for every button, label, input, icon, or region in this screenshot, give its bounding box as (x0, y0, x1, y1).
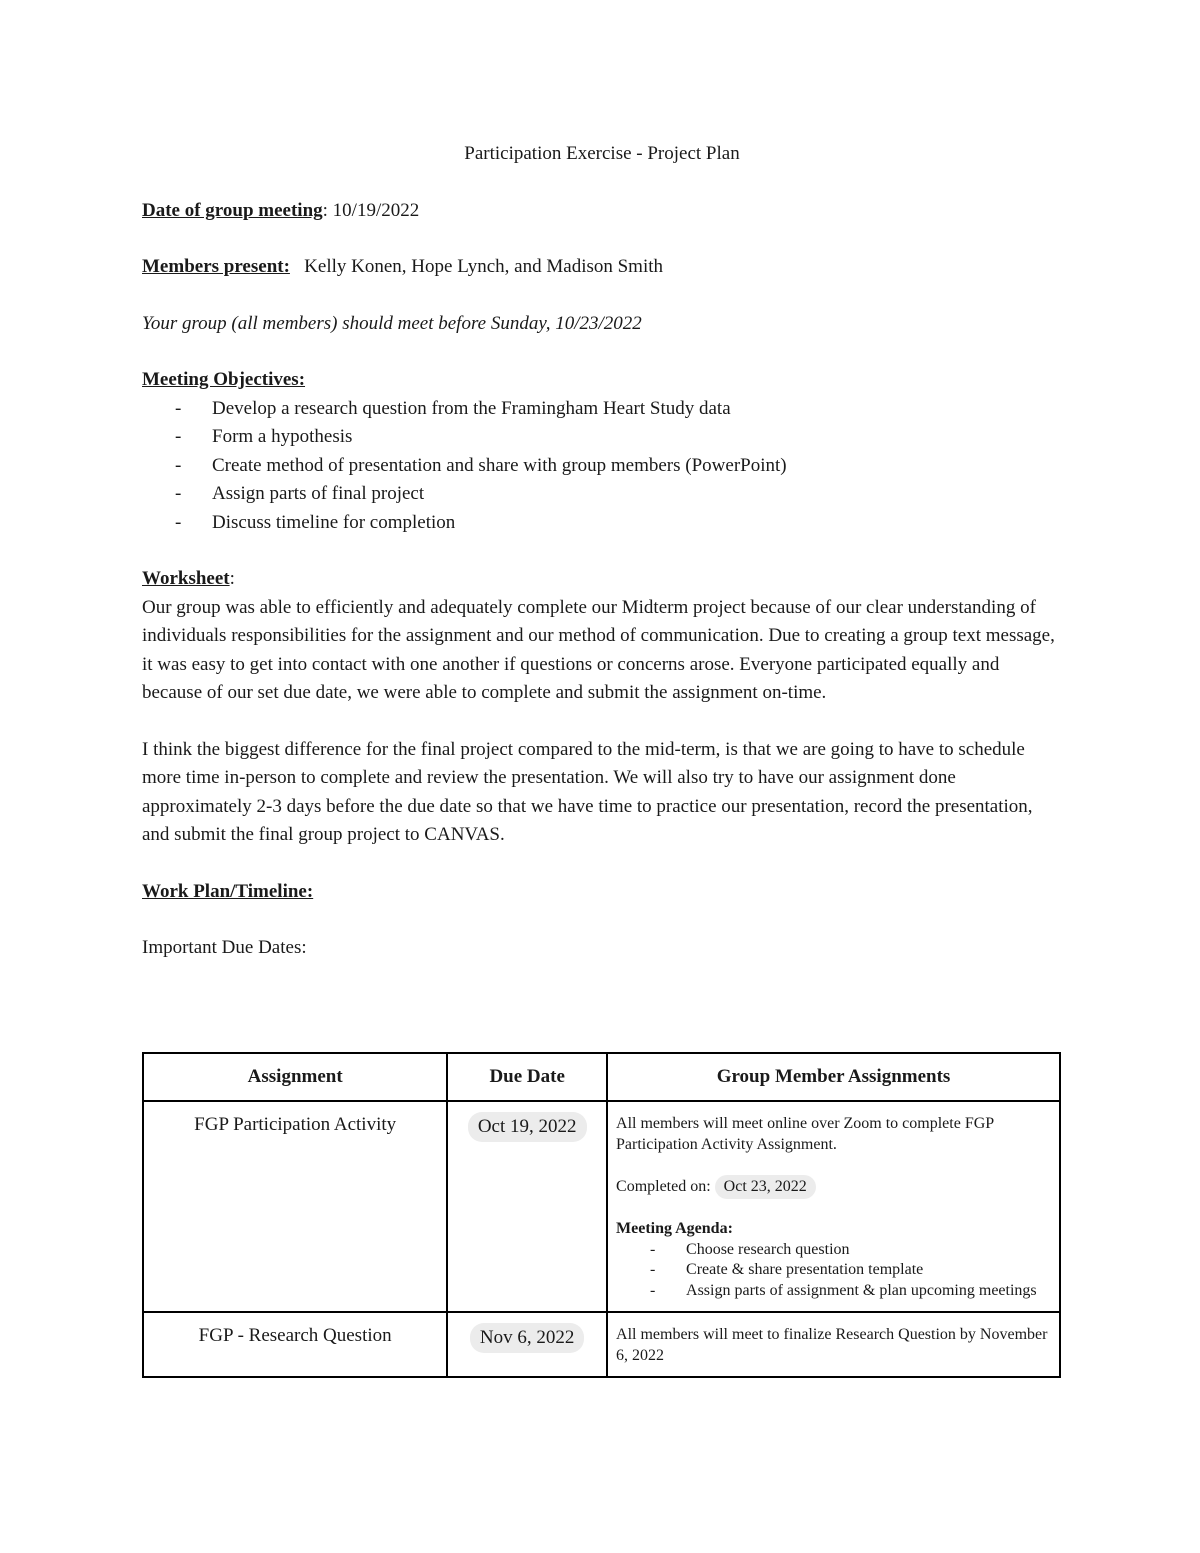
objective-item: - Develop a research question from the Framingham Heart Study data (142, 395, 1062, 424)
meeting-date-line (142, 197, 1062, 226)
worksheet-paragraph: Our group was able to efficiently and adequately complete our Midterm project because of our clear understanding of individuals responsibilities for the assignment and our method of communication. Due to creating a group text message, it was easy to get into contact with one another if questions or concerns arose. Everyone participated equally and because of our set due date, we were able to complete and submit the assignment on-time. (142, 596, 1055, 703)
group-assignment-cell (607, 1101, 1060, 1312)
objectives-list (142, 395, 1062, 538)
work-plan-section (142, 878, 1062, 963)
agenda-item: - Choose research question (616, 1240, 1051, 1261)
header-assignment: Assignment (143, 1053, 447, 1101)
objective-item: - Discuss timeline for completion (142, 509, 1062, 538)
objective-item: - Form a hypothesis (142, 423, 1062, 452)
objectives-label: Meeting Objectives: (142, 369, 306, 390)
meeting-date-label: Date of group meeting (142, 199, 323, 221)
agenda-list (616, 1240, 1051, 1302)
date-chip[interactable]: Oct 19, 2022 (468, 1112, 587, 1142)
assignment-cell: FGP - Research Question (143, 1312, 447, 1377)
header-due-date: Due Date (447, 1053, 607, 1101)
due-dates-table (142, 1052, 1061, 1378)
completed-date-chip[interactable]: Oct 23, 2022 (715, 1175, 816, 1199)
worksheet-section (142, 565, 1062, 850)
agenda-item: - Assign parts of assignment & plan upcoming meetings (616, 1281, 1051, 1302)
meeting-reminder: Your group (all members) should meet before Sunday, 10/23/2022 (142, 312, 642, 334)
document-page (142, 140, 1062, 963)
members-value: Kelly Konen, Hope Lynch, and Madison Smith (304, 256, 664, 277)
members-line (142, 253, 1062, 282)
worksheet-paragraph: I think the biggest difference for the final project compared to the mid-term, is that we are going to have to schedule more time in-person to complete and review the presentation. We will also try to have our assignment done approximately 2-3 days before the due date so that we have time to practice our presentation, record the presentation, and submit the final group project to CANVAS. (142, 738, 1033, 845)
due-date-cell (447, 1312, 607, 1377)
meeting-date-value: : 10/19/2022 (322, 199, 420, 221)
assignment-notes: All members will meet to finalize Research Question by November 6, 2022 (616, 1326, 1048, 1364)
due-dates-heading: Important Due Dates: (142, 937, 307, 958)
completed-line (616, 1175, 1051, 1199)
members-label: Members present: (142, 256, 290, 277)
assignment-cell: FGP Participation Activity (143, 1101, 447, 1312)
date-chip[interactable]: Nov 6, 2022 (470, 1323, 584, 1353)
work-plan-label: Work Plan/Timeline: (142, 880, 314, 902)
worksheet-colon: : (229, 568, 235, 589)
due-date-cell (447, 1101, 607, 1312)
completed-label: Completed on: (616, 1178, 711, 1195)
worksheet-label: Worksheet (142, 568, 230, 589)
assignment-notes: All members will meet online over Zoom to complete FGP Participation Activity Assignment. (616, 1115, 994, 1153)
agenda-label: Meeting Agenda: (616, 1220, 733, 1237)
header-group-assignments: Group Member Assignments (607, 1053, 1060, 1101)
group-assignment-cell (607, 1312, 1060, 1377)
table-header-row (143, 1053, 1060, 1101)
table-row (143, 1312, 1060, 1377)
document-title: Participation Exercise - Project Plan (464, 143, 740, 164)
table-row (143, 1101, 1060, 1312)
objectives-section (142, 366, 1062, 537)
objective-item: - Assign parts of final project (142, 480, 1062, 509)
objective-item: - Create method of presentation and share with group members (PowerPoint) (142, 452, 1062, 481)
agenda-item: - Create & share presentation template (616, 1260, 1051, 1281)
